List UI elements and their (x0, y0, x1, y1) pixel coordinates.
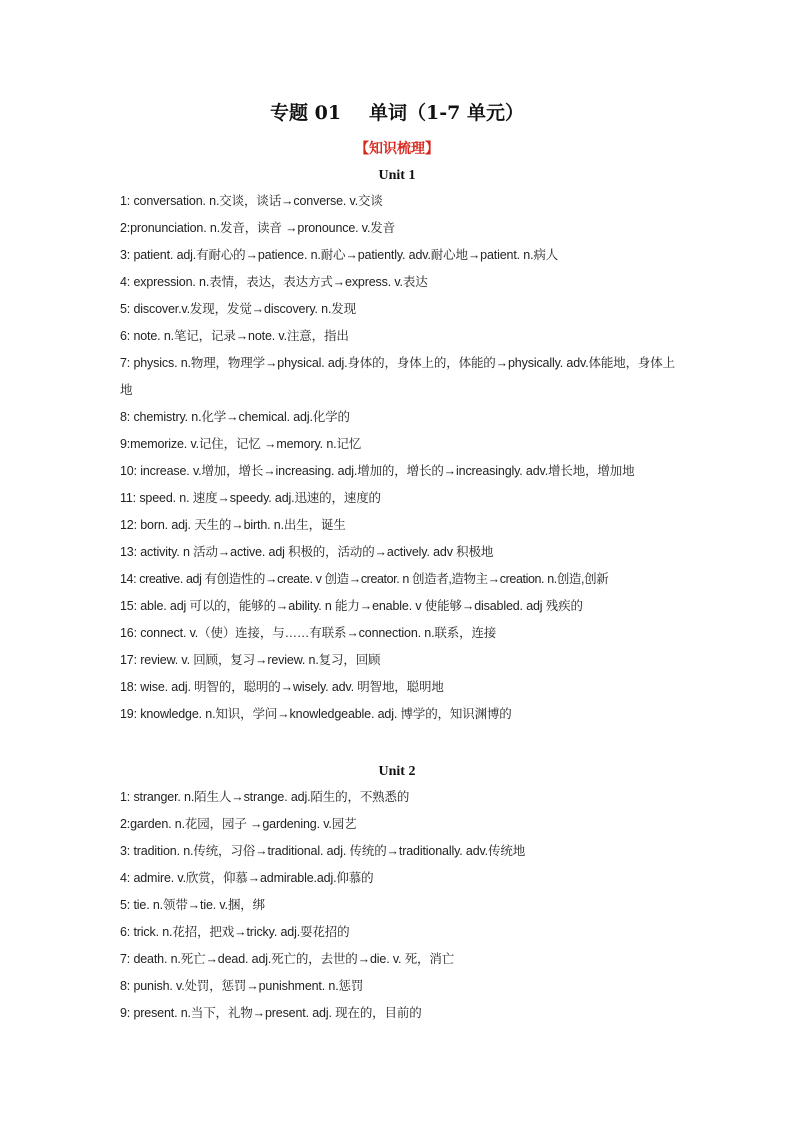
unit-heading: Unit 2 (378, 764, 416, 779)
vocab-entry: 1: conversation. n.交谈，谈话→converse. v.交谈 (120, 194, 383, 208)
vocab-entry: 7: physics. n.物理，物理学→physical. adj.身体的，身体上的，体能的→physically. adv.体能地，身体上地 (120, 356, 675, 397)
vocab-entry: 4: expression. n.表情，表达，表达方式→express. v.表达 (120, 275, 428, 289)
section-label: 【知识梳理】 (355, 141, 439, 157)
title-part-1: 专题 01 (269, 102, 342, 124)
vocab-entry: 5: discover.v.发现，发觉→discovery. n.发现 (120, 302, 357, 316)
vocab-entry: 15: able. adj 可以的，能够的→ability. n 能力→enable. v 使能够→disabled. adj 残疾的 (120, 599, 583, 613)
vocab-entry: 5: tie. n.领带→tie. v.捆，绑 (120, 898, 265, 912)
vocab-entry: 8: punish. v.处罚，惩罚→punishment. n.惩罚 (120, 979, 364, 993)
vocab-entry: 6: trick. n.花招，把戏→tricky. adj.耍花招的 (120, 925, 350, 939)
vocab-entry: 2:garden. n.花园，园子 →gardening. v.园艺 (120, 817, 357, 831)
vocab-entry: 12: born. adj. 天生的→birth. n.出生，诞生 (120, 518, 346, 532)
vocab-entry: 3: tradition. n.传统，习俗→traditional. adj. 传统的→traditionally. adv.传统地 (120, 844, 526, 858)
unit-2-entries (120, 784, 678, 1027)
vocab-entry: 4: admire. v.欣赏，仰慕→admirable.adj.仰慕的 (120, 871, 374, 885)
title-part-2: 单词（1-7 单元） (369, 102, 524, 124)
vocab-entry: 9: present. n.当下，礼物→present. adj. 现在的，目前的 (120, 1006, 422, 1020)
document-title (0, 98, 794, 125)
vocab-entry: 13: activity. n 活动→active. adj 积极的，活动的→actively. adv 积极地 (120, 545, 494, 559)
vocab-entry: 8: chemistry. n.化学→chemical. adj.化学的 (120, 410, 350, 424)
vocab-entry: 11: speed. n. 速度→speedy. adj.迅速的，速度的 (120, 491, 381, 505)
vocab-entry: 17: review. v. 回顾，复习→review. n.复习，回顾 (120, 653, 381, 667)
vocab-entry: 7: death. n.死亡→dead. adj.死亡的，去世的→die. v. 死，消亡 (120, 952, 455, 966)
vocab-entry: 3: patient. adj.有耐心的→patience. n.耐心→patiently. adv.耐心地→patient. n.病人 (120, 248, 559, 262)
vocab-entry: 16: connect. v.（使）连接，与……有联系→connection. n.联系，连接 (120, 626, 497, 640)
unit-heading: Unit 1 (378, 168, 416, 183)
vocab-entry: 6: note. n.笔记，记录→note. v.注意，指出 (120, 329, 349, 343)
vocab-entry: 1: stranger. n.陌生人→strange. adj.陌生的，不熟悉的 (120, 790, 410, 804)
vocab-entry: 9:memorize. v.记住，记忆 →memory. n.记忆 (120, 437, 362, 451)
vocab-entry: 10: increase. v.增加，增长→increasing. adj.增加的，增长的→increasingly. adv.增长地，增加地 (120, 464, 635, 478)
unit-1-entries (120, 188, 678, 728)
vocab-entry: 18: wise. adj. 明智的，聪明的→wisely. adv. 明智地，聪明地 (120, 680, 444, 694)
vocab-entry: 2:pronunciation. n.发音，读音 →pronounce. v.发音 (120, 221, 395, 235)
vocab-entry: 19: knowledge. n.知识，学问→knowledgeable. adj. 博学的，知识渊博的 (120, 707, 512, 721)
vocab-entry: 14: creative. adj 有创造性的→create. v 创造→creator. n 创造者,造物主→creation. n.创造,创新 (120, 572, 609, 586)
